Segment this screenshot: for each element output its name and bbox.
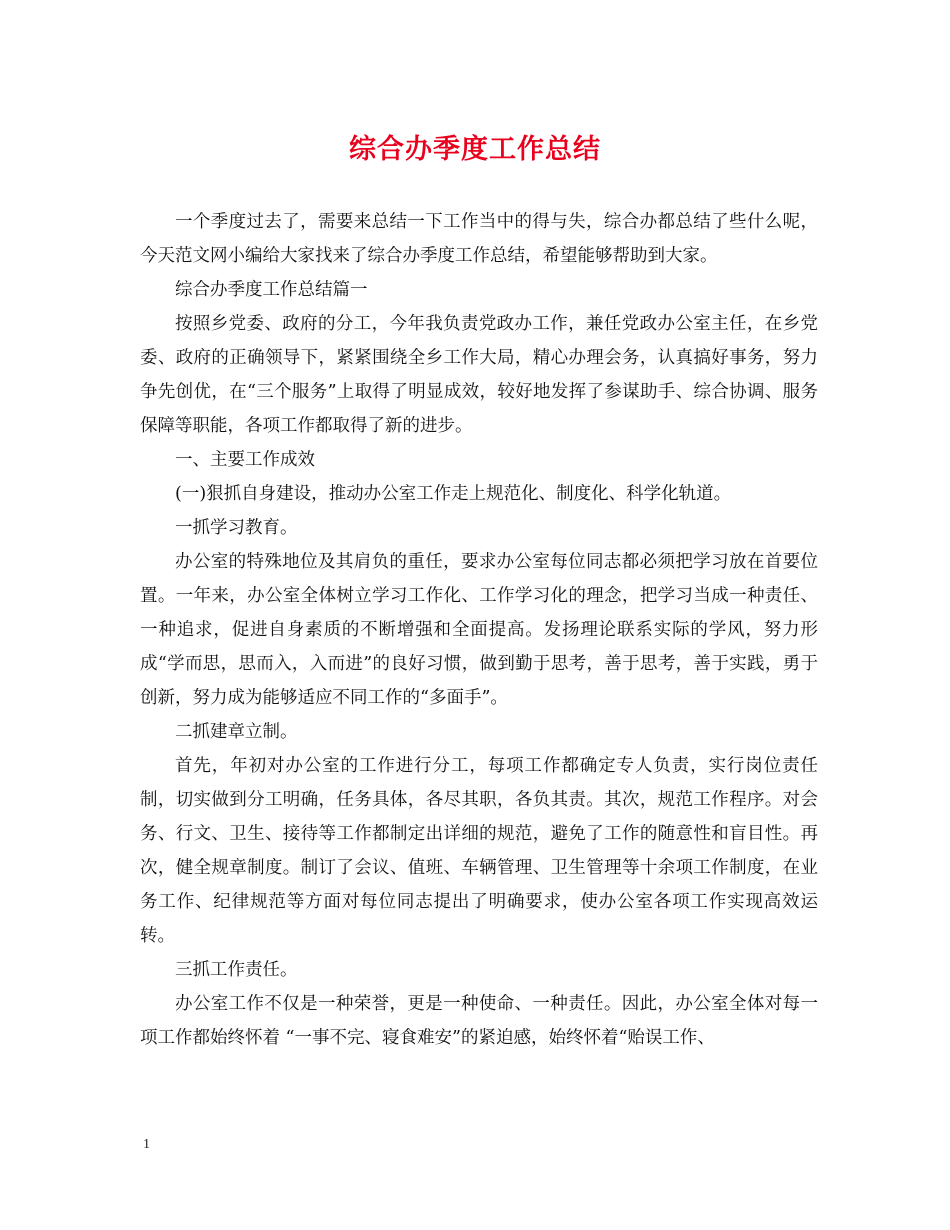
paragraph-heading-rules: 二抓建章立制。 <box>175 722 298 742</box>
paragraph-study-education: 办公室的特殊地位及其肩负的重任，要求办公室每位同志都必须把学习放在首要位置。一年来，办公室全体树立学习工作化、工作学习化的理念，把学习当成一种责任、一种追求，促进自身素质的不断增强和全面提高。发扬理论联系实际的学风，努力形成“学而思，思而入，入而进”的良好习惯，做到勤于思考，善于思考，善于实践，勇于创新，努力成为能够适应不同工作的“多面手”。 <box>140 552 818 708</box>
paragraph-heading-part-one: 综合办季度工作总结篇一 <box>175 280 368 300</box>
paragraph-responsibility: 办公室工作不仅是一种荣誉，更是一种使命、一种责任。因此，办公室全体对每一项工作都始终怀着 “一事不完、寝食难安”的紧迫感，始终怀着“贻误工作、 <box>140 994 818 1048</box>
document-title: 综合办季度工作总结 <box>349 134 601 165</box>
paragraph-duty-overview: 按照乡党委、政府的分工，今年我负责党政办工作，兼任党政办公室主任，在乡党委、政府的正确领导下，紧紧围绕全乡工作大局，精心办理会务，认真搞好事务，努力争先创优，在“三个服务”上取得了明显成效，较好地发挥了参谋助手、综合协调、服务保障等职能，各项工作都取得了新的进步。 <box>140 314 818 436</box>
paragraph-rules: 首先，年初对办公室的工作进行分工，每项工作都确定专人负责，实行岗位责任制，切实做到分工明确，任务具体，各尽其职，各负其责。其次，规范工作程序。对会务、行文、卫生、接待等工作都制定出详细的规范，避免了工作的随意性和盲目性。再次，健全规章制度。制订了会议、值班、车辆管理、卫生管理等十余项工作制度，在业务工作、纪律规范等方面对每位同志提出了明确要求，使办公室各项工作实现高效运转。 <box>140 756 818 946</box>
paragraph-heading-study-education: 一抓学习教育。 <box>175 518 298 538</box>
paragraph-section-heading-main-results: 一、主要工作成效 <box>175 450 315 470</box>
paragraph-heading-responsibility: 三抓工作责任。 <box>175 960 298 980</box>
document-body <box>140 205 818 1055</box>
page-number: 1 <box>143 1137 150 1152</box>
paragraph-intro: 一个季度过去了，需要来总结一下工作当中的得与失，综合办都总结了些什么呢，今天范文网小编给大家找来了综合办季度工作总结，希望能够帮助到大家。 <box>140 212 818 266</box>
paragraph-subsection-self-building: (一)狠抓自身建设，推动办公室工作走上规范化、制度化、科学化轨道。 <box>175 484 732 504</box>
